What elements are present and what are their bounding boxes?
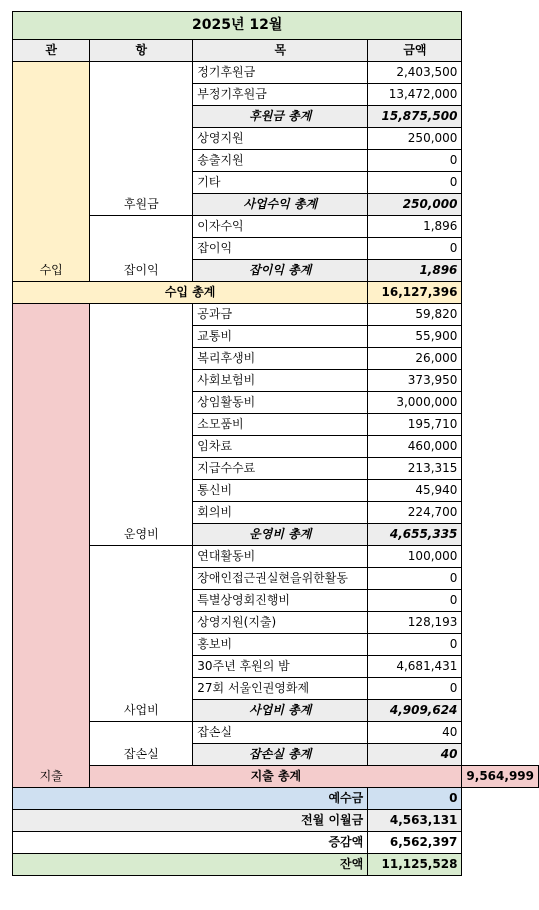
hang-project: 사업비 [90, 546, 193, 722]
mok-cell: 소모품비 [193, 414, 368, 436]
amount-cell: 59,820 [368, 304, 462, 326]
amount-cell: 0 [368, 678, 462, 700]
mok-cell: 27회 서울인권영화제 [193, 678, 368, 700]
subtotal-label: 사업수익 총계 [193, 194, 368, 216]
expense-total-label: 지출 총계 [90, 766, 462, 788]
amount-cell: 128,193 [368, 612, 462, 634]
subtotal-amount: 250,000 [368, 194, 462, 216]
change-label: 증감액 [13, 832, 368, 854]
header-amount: 금액 [368, 40, 462, 62]
mok-cell: 장애인접근권실현을위한활동 [193, 568, 368, 590]
mok-cell: 특별상영회진행비 [193, 590, 368, 612]
carryover-amount: 4,563,131 [368, 810, 462, 832]
table-row [13, 546, 539, 568]
mok-cell: 교통비 [193, 326, 368, 348]
amount-cell: 0 [368, 172, 462, 194]
table-row [13, 722, 539, 744]
mok-cell: 잡손실 [193, 722, 368, 744]
mok-cell: 이자수익 [193, 216, 368, 238]
amount-cell: 3,000,000 [368, 392, 462, 414]
mok-cell: 정기후원금 [193, 62, 368, 84]
subtotal-amount: 1,896 [368, 260, 462, 282]
income-total-label: 수입 총계 [13, 282, 368, 304]
summary-row [13, 788, 539, 810]
hang-misc-income: 잡이익 [90, 216, 193, 282]
amount-cell: 45,940 [368, 480, 462, 502]
summary-row [13, 810, 539, 832]
mok-cell: 상임활동비 [193, 392, 368, 414]
mok-cell: 30주년 후원의 밤 [193, 656, 368, 678]
income-total-row [13, 282, 539, 304]
mok-cell: 기타 [193, 172, 368, 194]
amount-cell: 0 [368, 590, 462, 612]
amount-cell: 0 [368, 150, 462, 172]
subtotal-label: 잡이익 총계 [193, 260, 368, 282]
gwan-income: 수입 [13, 62, 90, 282]
mok-cell: 임차료 [193, 436, 368, 458]
change-amount: 6,562,397 [368, 832, 462, 854]
subtotal-label: 후원금 총계 [193, 106, 368, 128]
mok-cell: 연대활동비 [193, 546, 368, 568]
title-row [13, 12, 539, 40]
header-gwan: 관 [13, 40, 90, 62]
mok-cell: 상영지원(지출) [193, 612, 368, 634]
deposit-amount: 0 [368, 788, 462, 810]
amount-cell: 26,000 [368, 348, 462, 370]
mok-cell: 홍보비 [193, 634, 368, 656]
amount-cell: 2,403,500 [368, 62, 462, 84]
mok-cell: 잡이익 [193, 238, 368, 260]
balance-amount: 11,125,528 [368, 854, 462, 876]
summary-row [13, 854, 539, 876]
mok-cell: 복리후생비 [193, 348, 368, 370]
subtotal-label: 사업비 총계 [193, 700, 368, 722]
amount-cell: 100,000 [368, 546, 462, 568]
header-hang: 항 [90, 40, 193, 62]
amount-cell: 55,900 [368, 326, 462, 348]
amount-cell: 195,710 [368, 414, 462, 436]
header-mok: 목 [193, 40, 368, 62]
mok-cell: 부정기후원금 [193, 84, 368, 106]
amount-cell: 13,472,000 [368, 84, 462, 106]
hang-donation: 후원금 [90, 62, 193, 216]
mok-cell: 지급수수료 [193, 458, 368, 480]
table-row [13, 304, 539, 326]
mok-cell: 사회보험비 [193, 370, 368, 392]
summary-row [13, 832, 539, 854]
header-row [13, 40, 539, 62]
subtotal-amount: 40 [368, 744, 462, 766]
amount-cell: 4,681,431 [368, 656, 462, 678]
income-total-amount: 16,127,396 [368, 282, 462, 304]
hang-operating: 운영비 [90, 304, 193, 546]
mok-cell: 상영지원 [193, 128, 368, 150]
mok-cell: 통신비 [193, 480, 368, 502]
hang-misc-loss: 잡손실 [90, 722, 193, 766]
amount-cell: 1,896 [368, 216, 462, 238]
mok-cell: 회의비 [193, 502, 368, 524]
mok-cell: 송출지원 [193, 150, 368, 172]
amount-cell: 224,700 [368, 502, 462, 524]
subtotal-label: 잡손실 총계 [193, 744, 368, 766]
amount-cell: 213,315 [368, 458, 462, 480]
expense-total-row [13, 766, 539, 788]
sheet-title: 2025년 12월 [13, 12, 462, 40]
gwan-expense: 지출 [13, 304, 90, 788]
amount-cell: 0 [368, 634, 462, 656]
balance-label: 잔액 [13, 854, 368, 876]
amount-cell: 40 [368, 722, 462, 744]
carryover-label: 전월 이월금 [13, 810, 368, 832]
amount-cell: 460,000 [368, 436, 462, 458]
amount-cell: 373,950 [368, 370, 462, 392]
table-row [13, 62, 539, 84]
table-row [13, 216, 539, 238]
subtotal-label: 운영비 총계 [193, 524, 368, 546]
subtotal-amount: 15,875,500 [368, 106, 462, 128]
deposit-label: 예수금 [13, 788, 368, 810]
mok-cell: 공과금 [193, 304, 368, 326]
subtotal-amount: 4,909,624 [368, 700, 462, 722]
amount-cell: 250,000 [368, 128, 462, 150]
subtotal-amount: 4,655,335 [368, 524, 462, 546]
expense-total-amount: 9,564,999 [462, 766, 539, 788]
amount-cell: 0 [368, 238, 462, 260]
budget-table [12, 11, 539, 876]
amount-cell: 0 [368, 568, 462, 590]
